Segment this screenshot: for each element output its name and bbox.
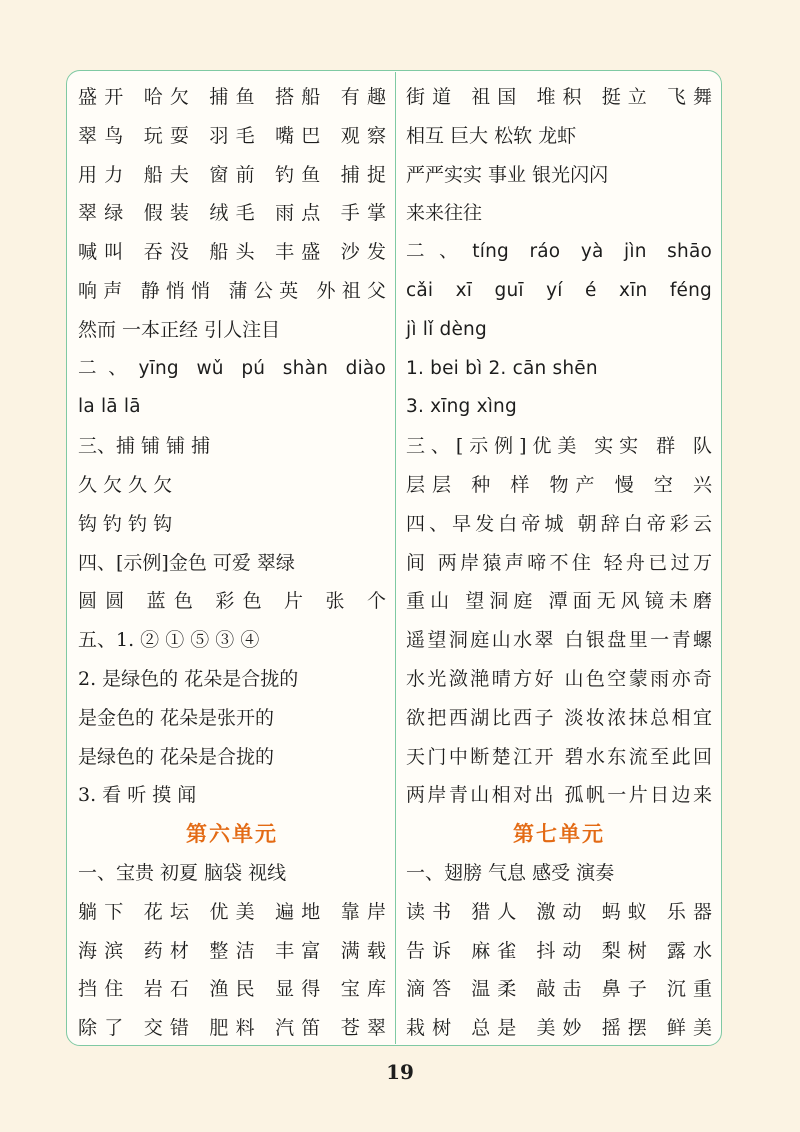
answer-line: 间 两岸猿声啼不住 轻舟已过万 bbox=[406, 551, 712, 574]
answer-line: 一、翅膀 气息 感受 演奏 bbox=[406, 861, 615, 884]
answer-line: 三、捕 铺 铺 捕 bbox=[78, 435, 211, 458]
answer-line: 响声 静悄悄 蒲公英 外祖父 bbox=[78, 279, 386, 302]
answer-line: 严严实实 事业 银光闪闪 bbox=[406, 163, 609, 186]
answer-line: 街道 祖国 堆积 挺立 飞舞 bbox=[406, 86, 712, 108]
answer-line: 盛开 哈欠 捕鱼 搭船 有趣 bbox=[78, 86, 386, 108]
answer-line: 久 欠 久 欠 bbox=[78, 473, 173, 496]
answer-line: 二、yīng wǔ pú shàn diào bbox=[78, 357, 386, 379]
right-column bbox=[406, 78, 712, 1048]
answer-line: 除了 交错 肥料 汽笛 苍翠 bbox=[78, 1017, 386, 1040]
answer-line: 3. xīng xìng bbox=[406, 396, 517, 418]
answer-line: 水光潋滟晴方好 山色空蒙雨亦奇 bbox=[406, 667, 712, 690]
answer-line: 滴答 温柔 敲击 鼻子 沉重 bbox=[406, 978, 712, 1001]
answer-line: 栽树 总是 美妙 摇摆 鲜美 bbox=[406, 1017, 712, 1040]
answer-line: 层层 种 样 物产 慢 空 兴 bbox=[406, 473, 712, 496]
answer-line: 2. 是绿色的 花朵是合拢的 bbox=[78, 667, 299, 690]
answer-line: 翠鸟 玩耍 羽毛 嘴巴 观察 bbox=[78, 124, 386, 147]
answer-line: 四、[示例]金色 可爱 翠绿 bbox=[78, 551, 295, 574]
answer-line: 重山 望洞庭 潭面无风镜未磨 bbox=[406, 590, 712, 613]
answer-line: 挡住 岩石 渔民 显得 宝库 bbox=[78, 978, 386, 1001]
answer-line: 二、tíng ráo yà jìn shāo bbox=[406, 241, 712, 263]
answer-line: 用力 船夫 窗前 钓鱼 捕捉 bbox=[78, 163, 386, 186]
column-divider bbox=[395, 72, 396, 1044]
unit-heading: 第七单元 bbox=[513, 821, 605, 847]
answer-line: 海滨 药材 整洁 丰富 满载 bbox=[78, 939, 386, 962]
answer-line: 读书 猎人 激动 蚂蚁 乐器 bbox=[406, 900, 712, 923]
answer-line: la lā lā bbox=[78, 396, 141, 418]
answer-line: 钩 钓 钓 钩 bbox=[78, 512, 173, 535]
answer-line: 圆圆 蓝色 彩色 片 张 个 bbox=[78, 590, 386, 613]
answer-line: 一、宝贵 初夏 脑袋 视线 bbox=[78, 861, 287, 884]
answer-line: cǎi xī guī yí é xīn féng bbox=[406, 279, 712, 301]
answer-line: 翠绿 假装 绒毛 雨点 手掌 bbox=[78, 202, 386, 225]
answer-line: 然而 一本正经 引人注目 bbox=[78, 318, 281, 341]
answer-line: 欲把西湖比西子 淡妆浓抹总相宜 bbox=[406, 706, 712, 729]
answer-line: 是金色的 花朵是张开的 bbox=[78, 706, 275, 729]
answer-line: 喊叫 吞没 船头 丰盛 沙发 bbox=[78, 241, 386, 264]
answer-line: 3. 看 听 摸 闻 bbox=[78, 784, 197, 807]
answer-line: 相互 巨大 松软 龙虾 bbox=[406, 124, 577, 147]
answer-line: 四、早发白帝城 朝辞白帝彩云 bbox=[406, 512, 712, 535]
answer-line: 天门中断楚江开 碧水东流至此回 bbox=[406, 745, 712, 768]
answer-line: 1. bei bì 2. cān shēn bbox=[406, 357, 598, 379]
answer-line: 是绿色的 花朵是合拢的 bbox=[78, 745, 275, 768]
unit-heading: 第六单元 bbox=[186, 821, 278, 847]
answer-line: 躺下 花坛 优美 遍地 靠岸 bbox=[78, 900, 386, 923]
answer-line: 五、1. ② ① ⑤ ③ ④ bbox=[78, 629, 260, 652]
page-number: 19 bbox=[386, 1060, 414, 1084]
answer-line: jì lǐ dèng bbox=[406, 318, 487, 340]
answer-line: 三、[示例]优美 实实 群 队 bbox=[406, 435, 712, 458]
answer-line: 告诉 麻雀 抖动 梨树 露水 bbox=[406, 939, 712, 962]
left-column bbox=[78, 78, 386, 1048]
answer-line: 遥望洞庭山水翠 白银盘里一青螺 bbox=[406, 629, 712, 652]
answer-line: 两岸青山相对出 孤帆一片日边来 bbox=[406, 784, 712, 807]
answer-line: 来来往往 bbox=[406, 202, 483, 225]
